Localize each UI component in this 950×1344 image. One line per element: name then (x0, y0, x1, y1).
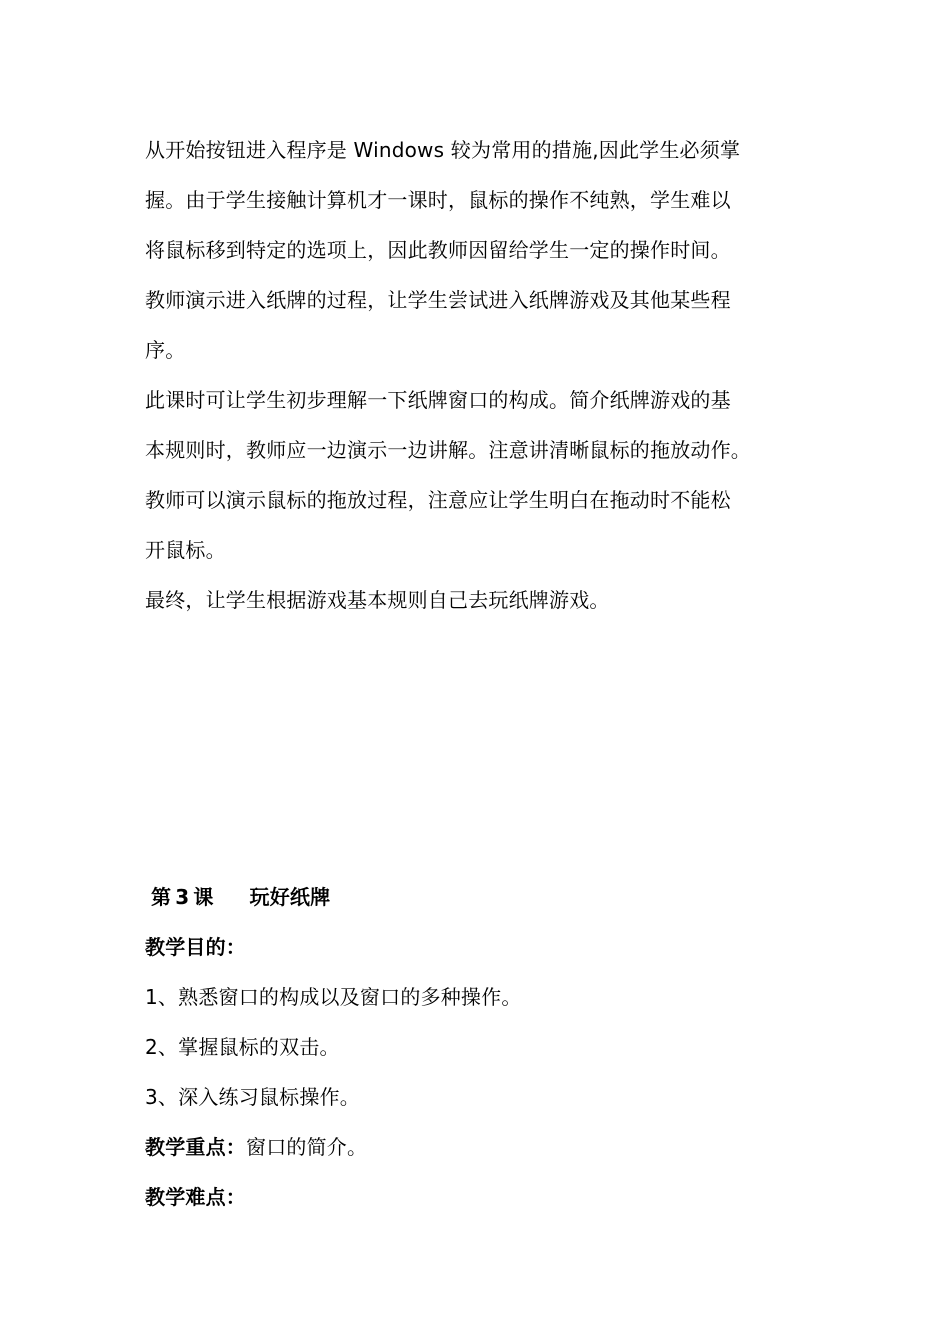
paragraph-3-line-4: 开鼠标。 (145, 538, 226, 562)
paragraph-3-line-2: 本规则时，教师应一边演示一边讲解。注意讲清晰鼠标的拖放动作。 (145, 438, 751, 462)
objective-item-2: 2、掌握鼠标的双击。 (145, 1035, 340, 1059)
paragraph-4-line-1: 最终，让学生根据游戏基本规则自己去玩纸牌游戏。 (145, 588, 610, 612)
lesson-heading (151, 885, 330, 909)
paragraph-1-line-3: 将鼠标移到特定的选项上，因此教师因留给学生一定的操作时间。 (145, 238, 731, 262)
key-point-value: 窗口的简介。 (246, 1135, 368, 1159)
objective-item-1: 1、熟悉窗口的构成以及窗口的多种操作。 (145, 985, 522, 1009)
paragraph-3-line-3: 教师可以演示鼠标的拖放过程，注意应让学生明白在拖动时不能松 (145, 488, 731, 512)
key-point-label: 教学重点： (145, 1135, 246, 1159)
paragraph-1-line-1: 从开始按钮进入程序是 Windows 较为常用的措施,因此学生必须掌 (145, 138, 741, 162)
lesson-suffix: 课 (193, 885, 214, 909)
objective-item-3: 3、深入练习鼠标操作。 (145, 1085, 360, 1109)
lesson-title: 玩好纸牌 (249, 885, 331, 909)
paragraph-1-line-2: 握。由于学生接触计算机才一课时，鼠标的操作不纯熟，学生难以 (145, 188, 731, 212)
objectives-heading: 教学目的： (145, 935, 246, 959)
key-point-line (145, 1135, 367, 1159)
lesson-prefix: 第 (151, 885, 172, 909)
difficulty-label: 教学难点： (145, 1185, 246, 1209)
paragraph-3-line-1: 此课时可让学生初步理解一下纸牌窗口的构成。简介纸牌游戏的基 (145, 388, 731, 412)
lesson-number: 3 (175, 885, 190, 909)
paragraph-2-line-1: 教师演示进入纸牌的过程，让学生尝试进入纸牌游戏及其他某些程 (145, 288, 731, 312)
paragraph-2-line-2: 序。 (145, 338, 186, 362)
